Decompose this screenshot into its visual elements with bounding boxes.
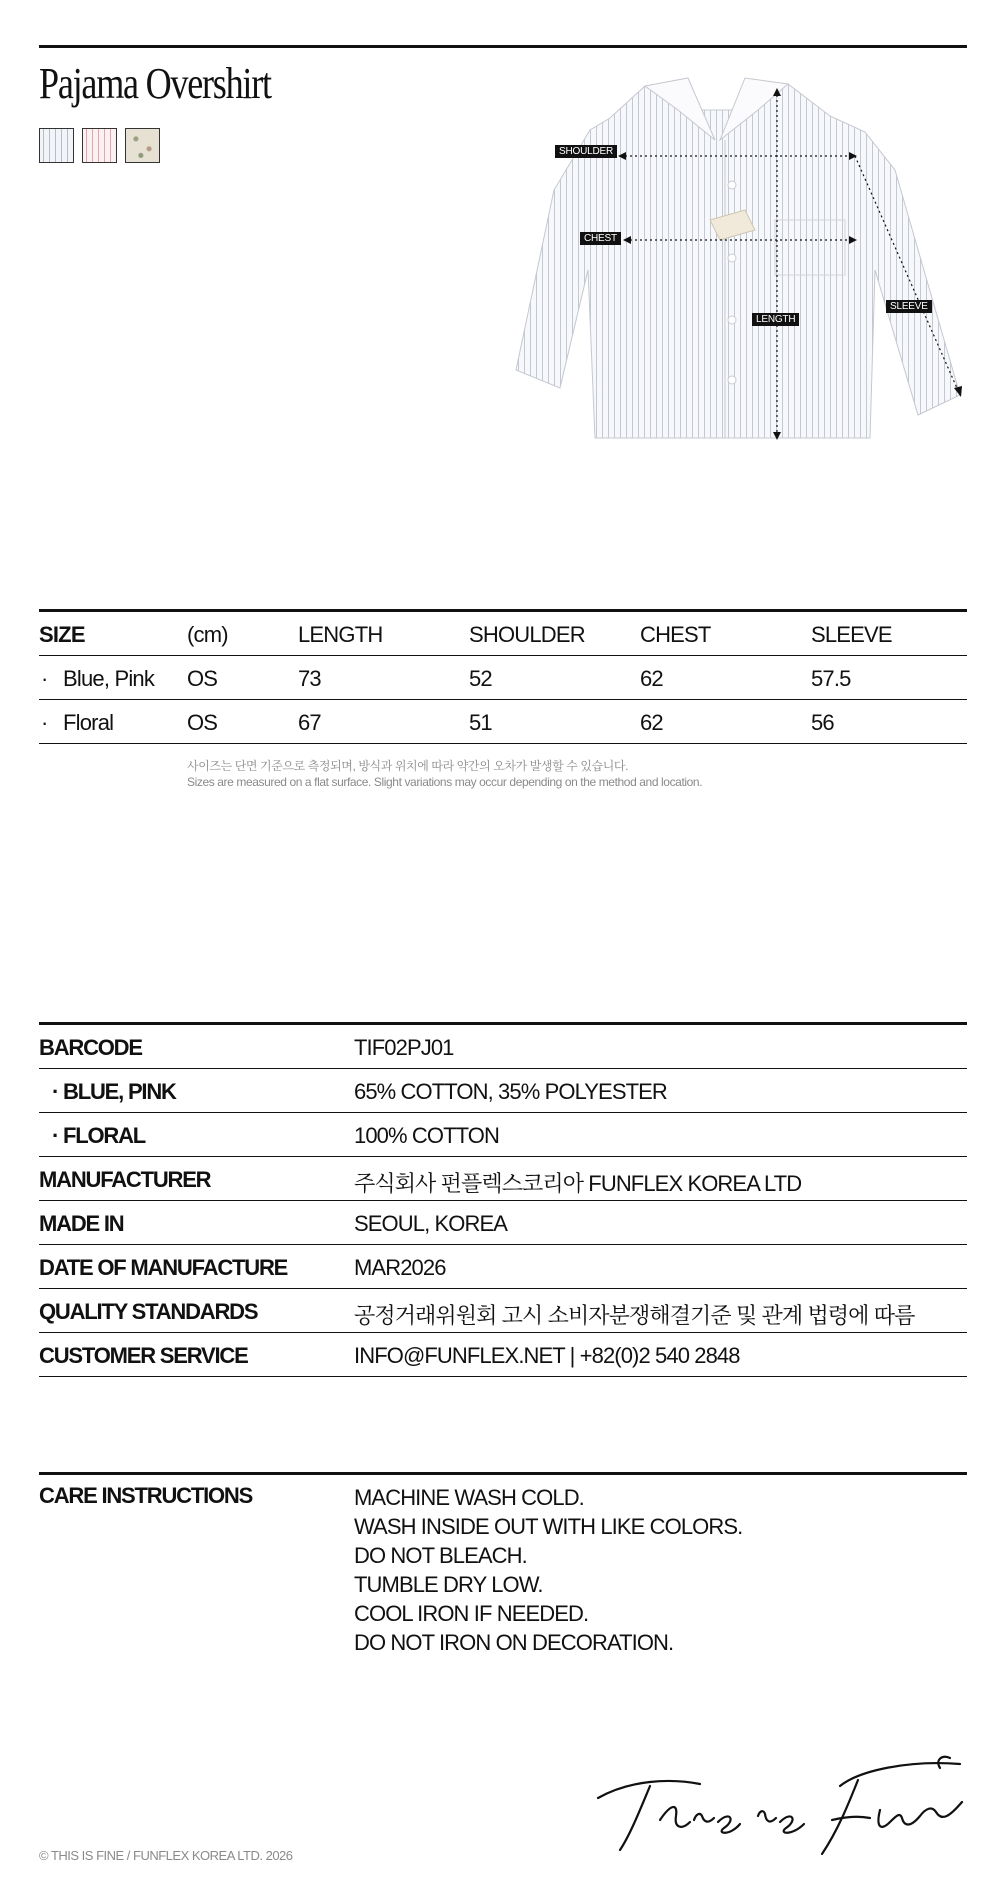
list-item: MACHINE WASH COLD. <box>354 1485 584 1510</box>
table-row <box>39 1025 967 1069</box>
row-variant: Blue, Pink <box>63 666 155 691</box>
table-row <box>39 700 967 744</box>
header-length: LENGTH <box>298 622 383 647</box>
row-size: OS <box>187 666 218 691</box>
spec-value-customer-service[interactable]: INFO@FUNFLEX.NET | +82(0)2 540 2848 <box>354 1343 740 1368</box>
row-bullet: · <box>41 710 48 735</box>
list-item: TUMBLE DRY LOW. <box>354 1572 543 1597</box>
spec-key-date: DATE OF MANUFACTURE <box>39 1255 288 1280</box>
table-row <box>39 1113 967 1157</box>
list-item: DO NOT IRON ON DECORATION. <box>354 1630 674 1655</box>
care-instructions-list <box>354 1483 742 1657</box>
swatch-blue-stripe[interactable] <box>39 128 74 163</box>
spec-value-made-in: SEOUL, KOREA <box>354 1211 508 1236</box>
row-length: 67 <box>298 710 321 735</box>
spec-key-floral: · FLORAL <box>52 1123 146 1148</box>
list-item: DO NOT BLEACH. <box>354 1543 527 1568</box>
swatch-floral[interactable] <box>125 128 160 163</box>
spec-key-quality: QUALITY STANDARDS <box>39 1299 258 1324</box>
product-title: Pajama Overshirt <box>39 59 271 108</box>
spec-key-customer-service: CUSTOMER SERVICE <box>39 1343 248 1368</box>
sleeve-label: SLEEVE <box>886 300 932 313</box>
size-note-english: Sizes are measured on a flat surface. Slight variations may occur depending on the method and location. <box>187 775 703 789</box>
size-table <box>39 612 967 744</box>
header-unit: (cm) <box>187 622 228 647</box>
spec-value-manufacturer: 주식회사 펀플렉스코리아 FUNFLEX KOREA LTD <box>354 1171 802 1196</box>
shirt-illustration <box>510 70 970 450</box>
row-shoulder: 52 <box>469 666 492 691</box>
row-size: OS <box>187 710 218 735</box>
table-row <box>39 1333 967 1377</box>
row-length: 73 <box>298 666 321 691</box>
list-item: COOL IRON IF NEEDED. <box>354 1601 589 1626</box>
row-chest: 62 <box>640 666 663 691</box>
swatch-pink-stripe[interactable] <box>82 128 117 163</box>
chest-label: CHEST <box>580 232 621 245</box>
row-variant: Floral <box>63 710 114 735</box>
header-sleeve: SLEEVE <box>811 622 892 647</box>
header-shoulder: SHOULDER <box>469 622 585 647</box>
row-sleeve: 57.5 <box>811 666 851 691</box>
shirt-measurement-diagram <box>510 70 970 450</box>
care-top-rule <box>39 1472 967 1475</box>
row-shoulder: 51 <box>469 710 492 735</box>
color-swatches <box>39 128 160 163</box>
care-instructions-title: CARE INSTRUCTIONS <box>39 1483 253 1508</box>
table-row <box>39 1069 967 1113</box>
spec-value-quality: 공정거래위원회 고시 소비자분쟁해결기준 및 관계 법령에 따름 <box>354 1303 915 1328</box>
product-info-table <box>39 1025 967 1377</box>
shoulder-label: SHOULDER <box>555 145 617 158</box>
table-row <box>39 1245 967 1289</box>
row-chest: 62 <box>640 710 663 735</box>
size-table-header <box>39 612 967 656</box>
table-row <box>39 1289 967 1333</box>
spec-key-barcode: BARCODE <box>39 1035 142 1060</box>
header-chest: CHEST <box>640 622 711 647</box>
header-size: SIZE <box>39 622 85 647</box>
copyright-text: © THIS IS FINE / FUNFLEX KOREA LTD. 2026 <box>39 1848 293 1863</box>
table-row <box>39 1201 967 1245</box>
size-note-korean: 사이즈는 단면 기준으로 측정되며, 방식과 위치에 따라 약간의 오차가 발생할 수 있습니다. <box>187 759 629 773</box>
length-label: LENGTH <box>752 313 799 326</box>
spec-key-made-in: MADE IN <box>39 1211 124 1236</box>
spec-key-manufacturer: MANUFACTURER <box>39 1167 211 1192</box>
table-row <box>39 1157 967 1201</box>
spec-value-date: MAR2026 <box>354 1255 446 1280</box>
row-sleeve: 56 <box>811 710 834 735</box>
spec-key-blue-pink: · BLUE, PINK <box>52 1079 176 1104</box>
list-item: WASH INSIDE OUT WITH LIKE COLORS. <box>354 1514 743 1539</box>
spec-value-barcode: TIF02PJ01 <box>354 1035 454 1060</box>
table-row <box>39 656 967 700</box>
spec-value-blue-pink: 65% COTTON, 35% POLYESTER <box>354 1079 667 1104</box>
spec-value-floral: 100% COTTON <box>354 1123 499 1148</box>
signature-logo <box>590 1750 970 1870</box>
row-bullet: · <box>41 666 48 691</box>
top-rule <box>39 45 967 48</box>
